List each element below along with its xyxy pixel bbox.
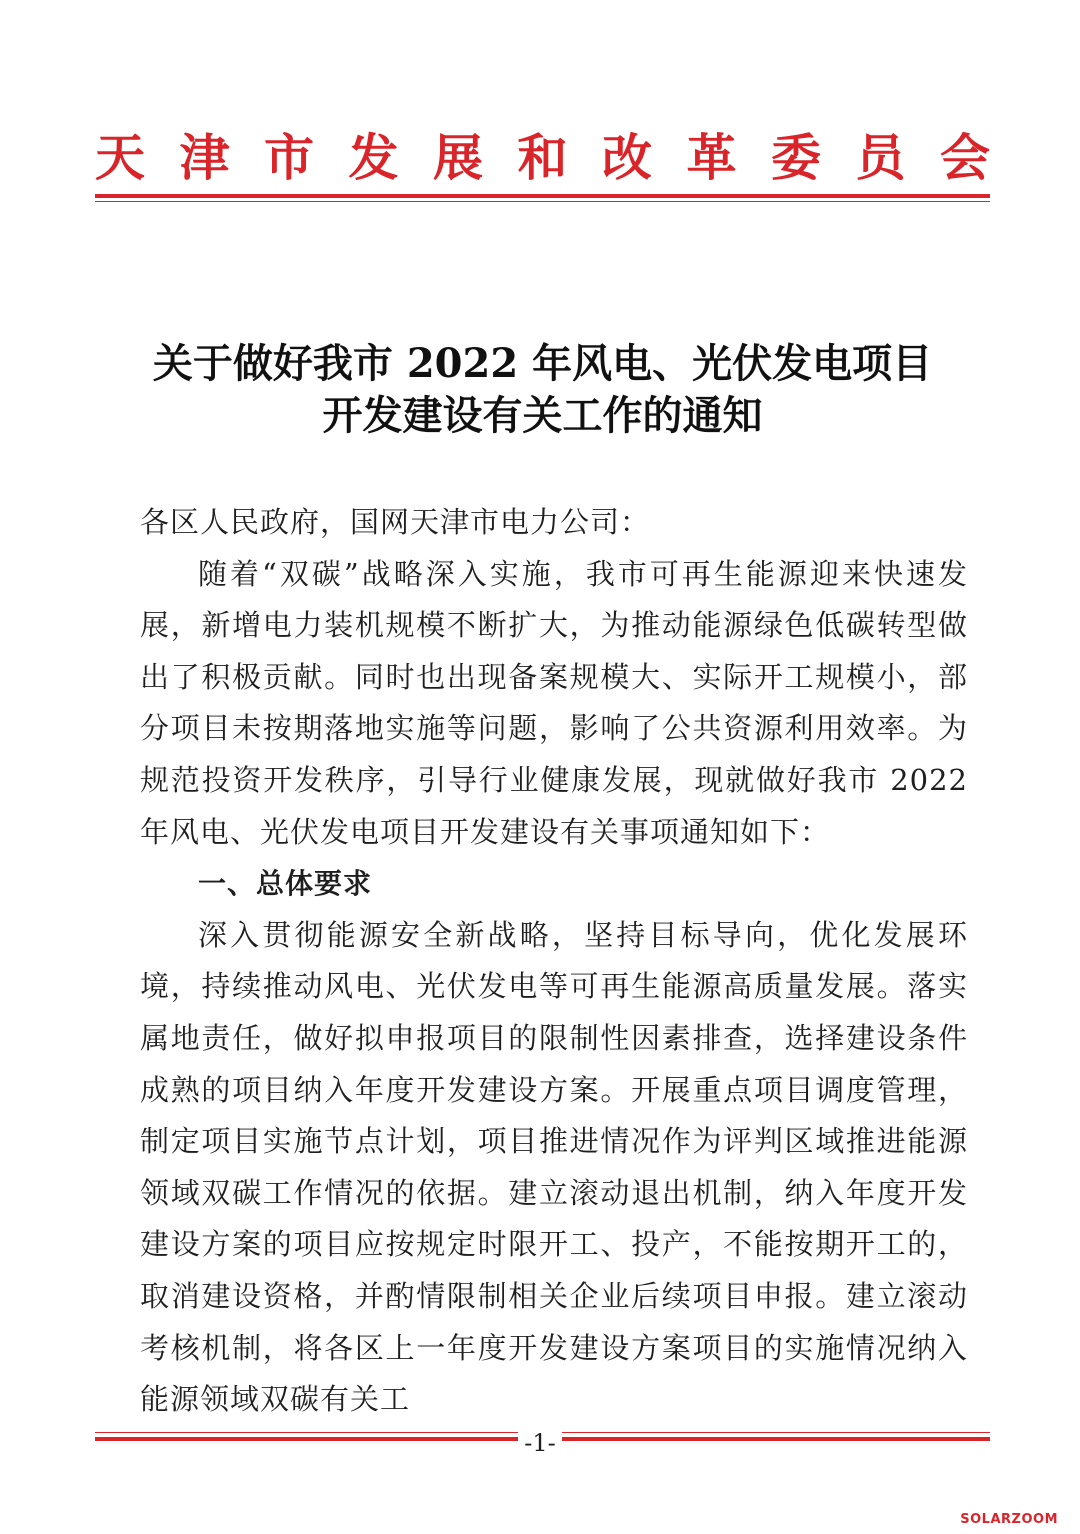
document-title <box>95 338 990 442</box>
header-char: 委 <box>771 128 821 187</box>
title-line-2: 开发建设有关工作的通知 <box>322 392 763 439</box>
header-char: 员 <box>855 128 906 187</box>
header-char: 展 <box>433 128 483 187</box>
header-char: 天 <box>95 128 145 187</box>
header-divider-thin <box>95 201 990 202</box>
title-line-1: 关于做好我市 2022 年风电、光伏发电项目 <box>152 340 933 387</box>
header-char: 革 <box>686 128 737 187</box>
page-number-label: -1- <box>518 1429 562 1457</box>
page-number <box>0 1428 1080 1458</box>
header-divider-thick <box>95 194 990 198</box>
paragraph-general-requirements: 深入贯彻能源安全新战略，坚持目标导向，优化发展环境，持续推动风电、光伏发电等可再生能源高质量发展。落实属地责任，做好拟申报项目的限制性因素排查，选择建设条件成熟的项目纳入年度开发建设方案。开展重点项目调度管理，制定项目实施节点计划，项目推进情况作为评判区域推进能源领域双碳工作情况的依据。建立滚动退出机制，纳入年度开发建设方案的项目应按规定时限开工、投产，不能按期开工的，取消建设资格，并酌情限制相关企业后续项目申报。建立滚动考核机制，将各区上一年度开发建设方案项目的实施情况纳入能源领域双碳有关工 <box>140 917 968 1417</box>
watermark: SOLARZOOM <box>960 1512 1058 1527</box>
issuing-organization-header <box>95 128 990 188</box>
header-char: 津 <box>179 128 230 187</box>
document-body <box>140 497 968 1426</box>
header-char: 和 <box>517 128 568 187</box>
paragraph-intro: 随着“双碳”战略深入实施，我市可再生能源迎来快速发展，新增电力装机规模不断扩大，为推动能源绿色低碳转型做出了积极贡献。同时也出现备案规模大、实际开工规模小，部分项目未按期落地实施等问题，影响了公共资源利用效率。为规范投资开发秩序，引导行业健康发展，现就做好我市 2022 年风电、光伏发电项目开发建设有关事项通知如下： <box>140 556 968 849</box>
header-char: 改 <box>602 128 652 187</box>
section-heading-general-requirements: 一、总体要求 <box>198 867 373 901</box>
header-char: 发 <box>348 128 399 187</box>
salutation: 各区人民政府，国网天津市电力公司： <box>140 505 651 539</box>
header-char: 会 <box>940 128 990 187</box>
header-char: 市 <box>264 128 314 187</box>
